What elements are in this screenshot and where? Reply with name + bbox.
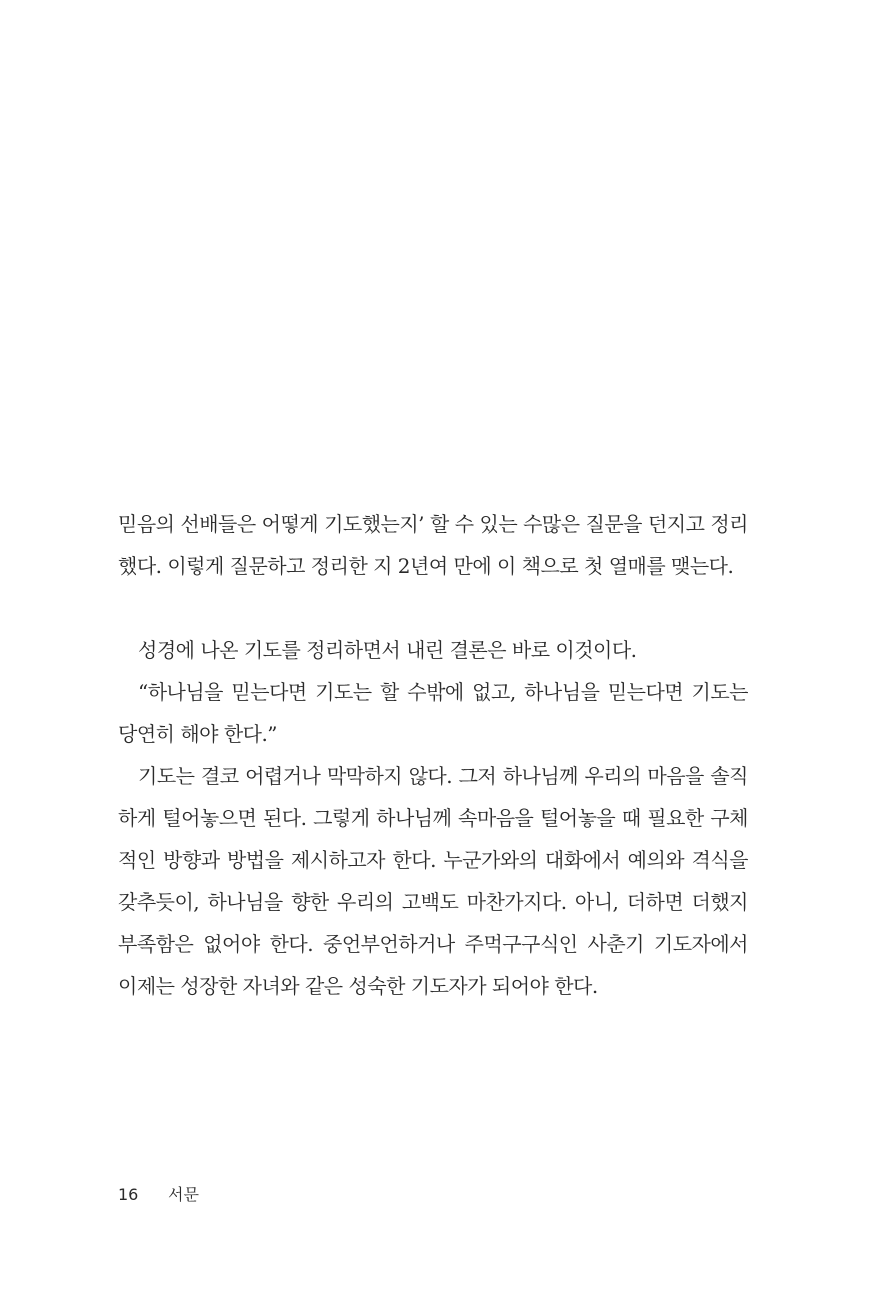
page-footer — [118, 1183, 199, 1207]
section-title: 서문 — [168, 1185, 199, 1204]
paragraph-prayer: 기도는 결코 어렵거나 막막하지 않다. 그저 하나님께 우리의 마음을 솔직하게 털어놓으면 된다. 그렇게 하나님께 속마음을 털어놓을 때 필요한 구체적인 방향과 방법을 제시하고자 한다. 누군가와의 대화에서 예의와 격식을 갖추듯이, 하나님을 향한 우리의 고백도 마찬가지다. 아니, 더하면 더했지 부족함은 없어야 한다. 중언부언하거나 주먹구구식인 사춘기 기도자에서 이제는 성장한 자녀와 같은 성숙한 기도자가 되어야 한다. — [118, 764, 748, 998]
paragraph-quote: “하나님을 믿는다면 기도는 할 수밖에 없고, 하나님을 믿는다면 기도는 당연히 해야 한다.” — [118, 680, 748, 746]
body-text — [118, 503, 748, 1007]
page-number: 16 — [118, 1185, 139, 1204]
paragraph-continued: 믿음의 선배들은 어떻게 기도했는지’ 할 수 있는 수많은 질문을 던지고 정리했다. 이렇게 질문하고 정리한 지 2년여 만에 이 책으로 첫 열매를 맺는다. — [118, 512, 748, 578]
paragraph-conclusion: 성경에 나온 기도를 정리하면서 내린 결론은 바로 이것이다. — [138, 638, 637, 662]
